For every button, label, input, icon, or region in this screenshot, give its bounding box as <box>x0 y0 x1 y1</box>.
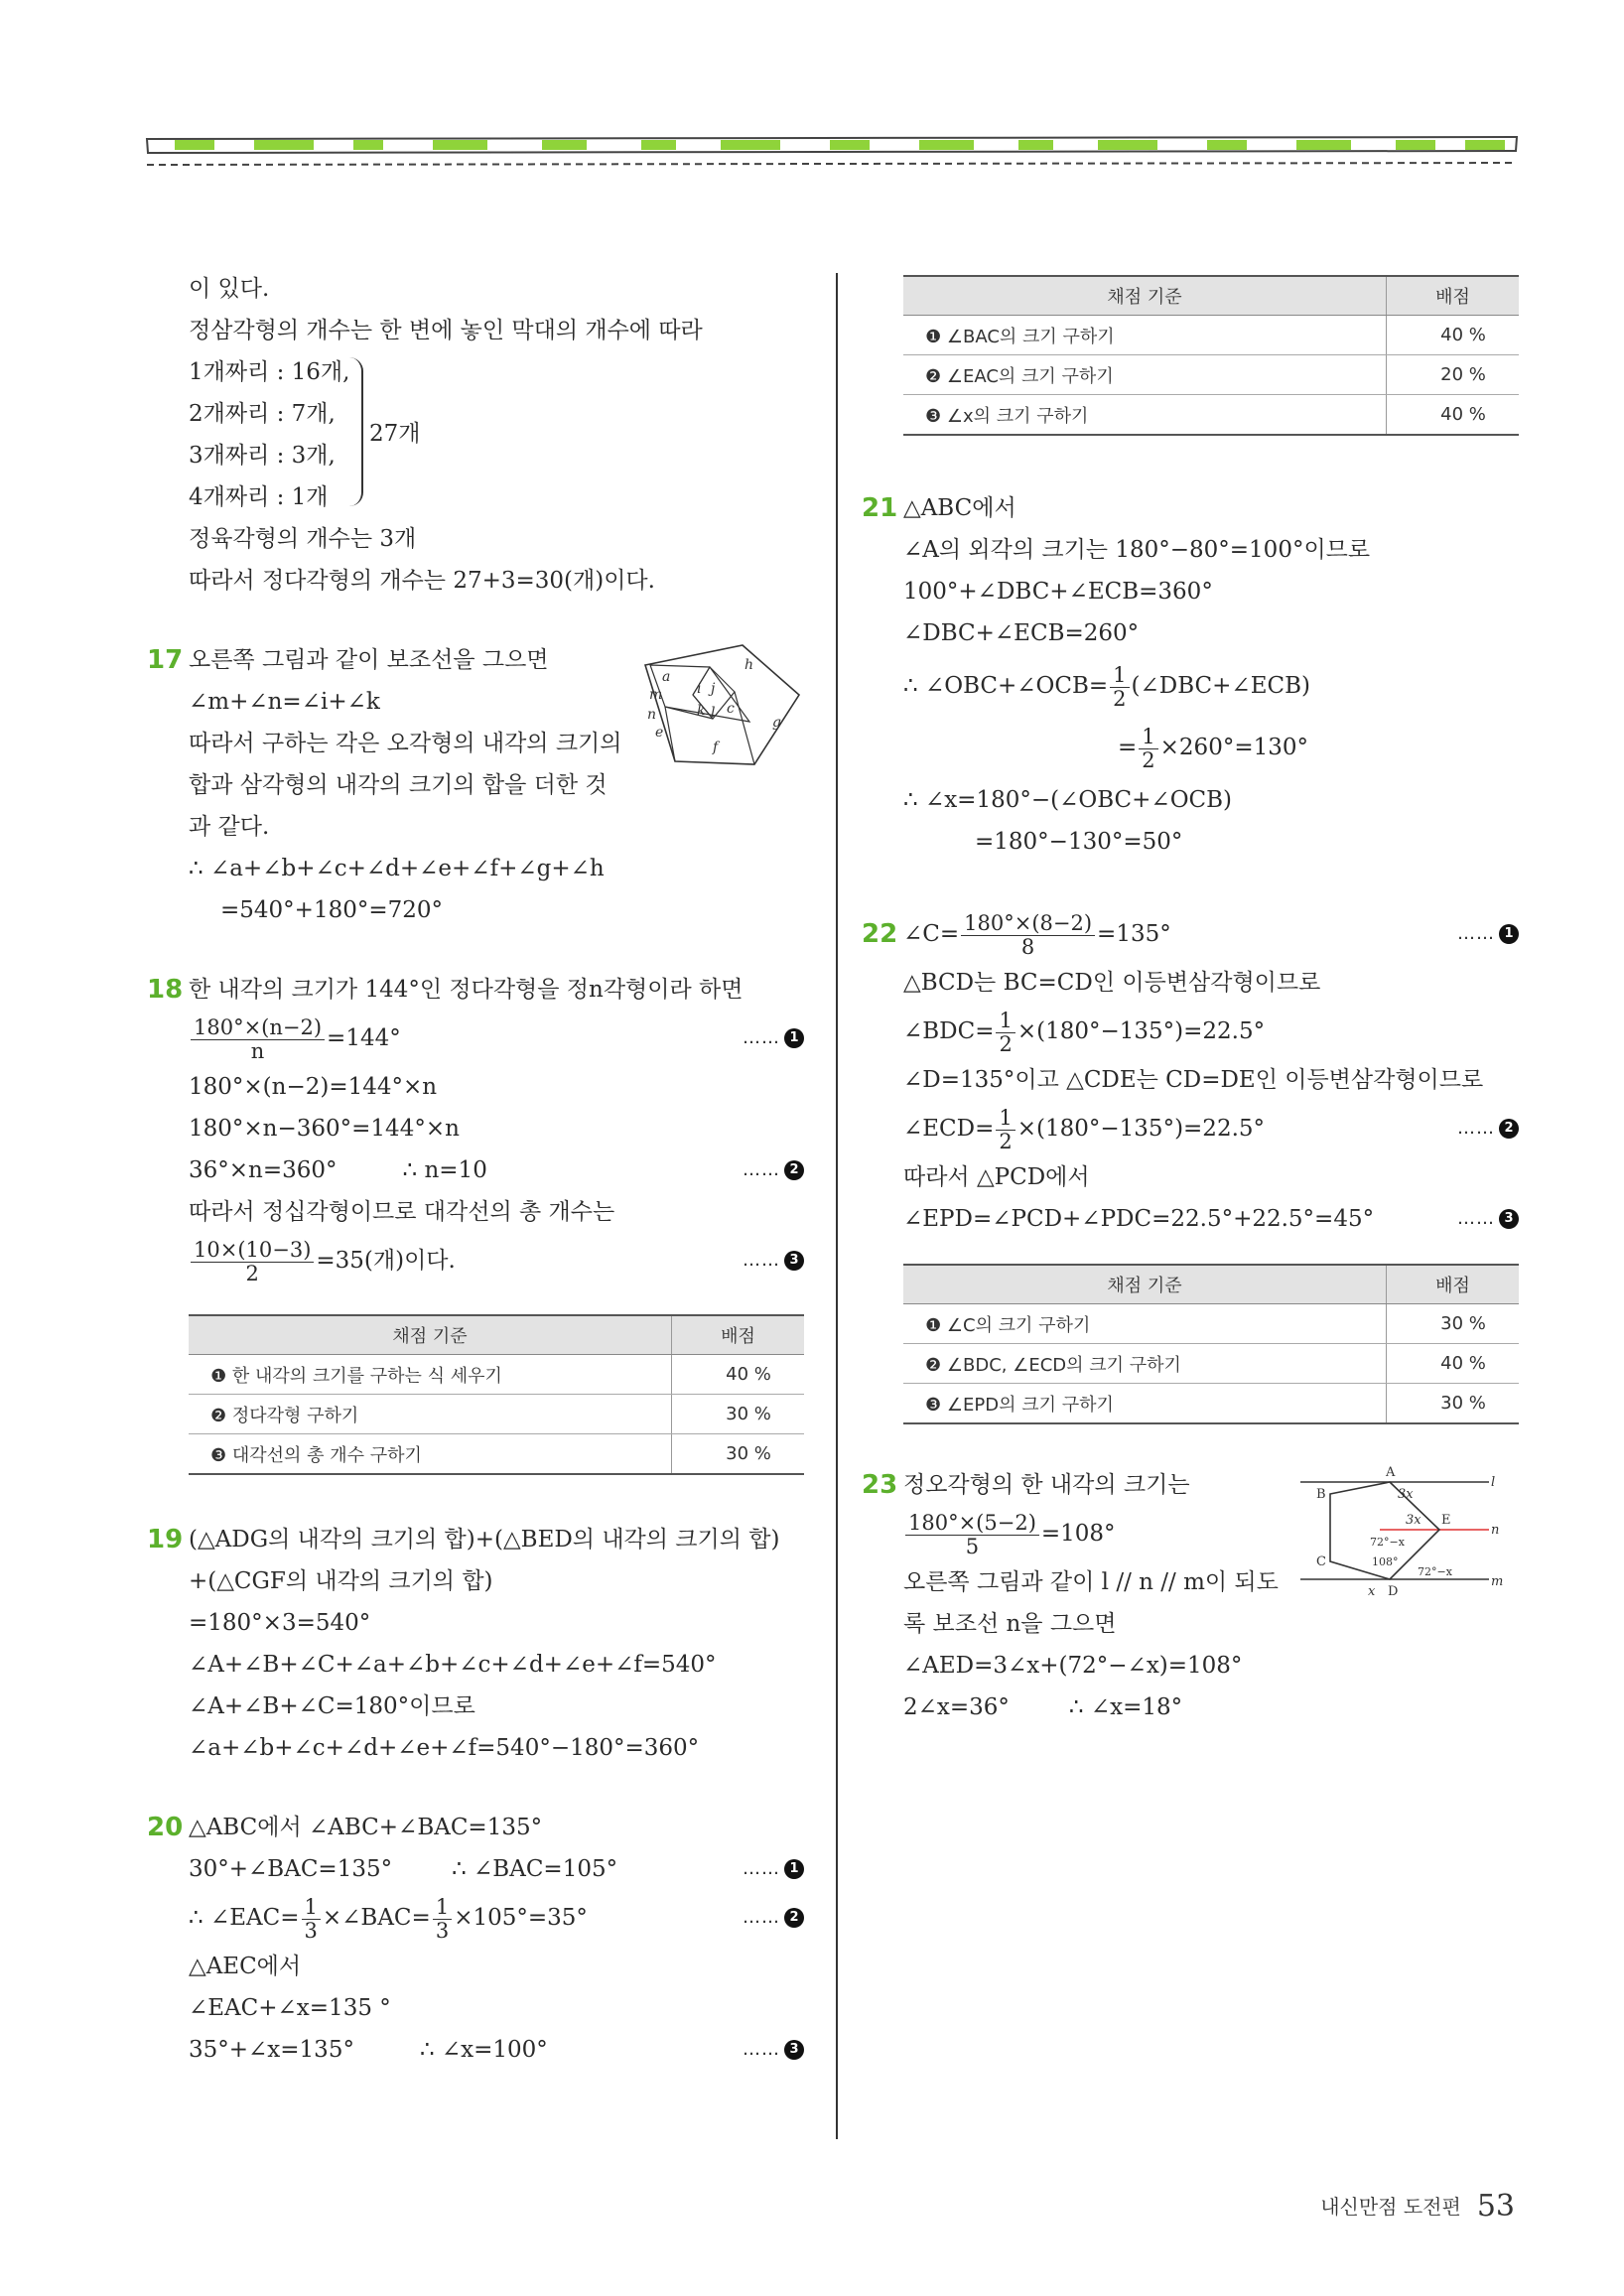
fraction: $\frac{1}{3}$ <box>433 1896 452 1941</box>
table-row: ❶ ∠C의 크기 구하기 30 % <box>903 1304 1519 1344</box>
fraction: $\frac{1}{2}$ <box>1110 664 1129 709</box>
fig-label: A <box>1386 1465 1396 1480</box>
intro-line: 2개짜리 : 7개, <box>189 401 336 427</box>
fig-label: g <box>772 715 781 731</box>
solution-line: ∠EPD=∠PCD+∠PDC=22.5°+22.5°=45° …… 3 <box>903 1198 1519 1240</box>
brace <box>347 357 363 506</box>
solution-line: ∠A의 외각의 크기는 180°−80°=100°이므로 <box>903 537 1371 563</box>
table-header: 채점 기준 <box>903 1265 1387 1304</box>
header-ruler-bar <box>147 137 1517 153</box>
fig-label: n <box>1491 1523 1500 1538</box>
intro-line: 정삼각형의 개수는 한 변에 놓인 막대의 개수에 따라 <box>189 318 703 343</box>
fig-label: m <box>649 687 663 703</box>
solution-line: △ABC에서 ∠ABC+∠BAC=135° <box>189 1815 543 1840</box>
solution-line: ∠m+∠n=∠i+∠k <box>189 689 380 715</box>
pentagon-figure <box>635 637 809 786</box>
problem-number: 17 <box>147 645 184 675</box>
score-marker: …… 3 <box>1457 1198 1519 1240</box>
intro-block <box>189 268 804 602</box>
brace-total: 27개 <box>369 421 421 447</box>
fig-label: c <box>727 701 735 717</box>
solution-line: ∠A+∠B+∠C=180°이므로 <box>189 1693 475 1719</box>
problem-number: 20 <box>147 1813 184 1842</box>
solution-line: 따라서 △PCD에서 <box>903 1164 1090 1190</box>
intro-line: 이 있다. <box>189 276 270 302</box>
fraction: $\frac{180^\circ\times(5-2)}{5}$ <box>905 1512 1039 1556</box>
fig-label: n <box>647 707 657 723</box>
score-marker: …… 2 <box>1457 1101 1519 1156</box>
score-marker: …… 1 <box>743 1011 804 1066</box>
solution-line: 2∠x=36° ∴ ∠x=18° <box>903 1694 1183 1720</box>
table-header: 배점 <box>1387 276 1520 316</box>
problem-number: 18 <box>147 975 184 1005</box>
problem-number: 22 <box>862 919 898 949</box>
score-marker: …… 3 <box>743 2029 804 2071</box>
table-row: ❸ 대각선의 총 개수 구하기 30 % <box>189 1434 804 1475</box>
book-title: 내신만점 도전편 <box>1320 2195 1461 2219</box>
solution-line: 따라서 구하는 각은 오각형의 내각의 크기의 <box>189 731 622 756</box>
solution-line: ∴ ∠a+∠b+∠c+∠d+∠e+∠f+∠g+∠h <box>189 856 605 881</box>
fraction: $\frac{180^\circ\times(8-2)}{8}$ <box>961 912 1095 957</box>
table-row: ❸ ∠x의 크기 구하기 40 % <box>903 395 1519 436</box>
solution-line: 180°×(n−2)=144°×n <box>189 1074 438 1100</box>
solution-line: △ABC에서 <box>903 495 1016 521</box>
score-marker: …… 1 <box>1457 906 1519 962</box>
fig-label: j <box>711 681 716 697</box>
fig-label: l <box>711 705 716 721</box>
solution-line: $\frac{10\times(10-3)}{2}$ =35(개)이다. …… 3 <box>189 1233 804 1288</box>
header-dashed-line <box>147 163 1517 165</box>
solution-line: ∠A+∠B+∠C+∠a+∠b+∠c+∠d+∠e+∠f=540° <box>189 1652 717 1678</box>
solution-line: $\frac{180^\circ\times(5-2)}{5}$ =108° <box>903 1506 1519 1561</box>
solution-line: (△ADG의 내각의 크기의 합)+(△BED의 내각의 크기의 합) <box>189 1527 780 1553</box>
solution-line: ∠BDC= $\frac{1}{2}$ ×(180°−135°)=22.5° <box>903 1009 1266 1056</box>
fig-label: 72°−x <box>1370 1536 1405 1549</box>
solution-line: 30°+∠BAC=135° ∴ ∠BAC=105° …… 1 <box>189 1848 804 1890</box>
solution-line: 오른쪽 그림과 같이 보조선을 그으면 <box>189 647 549 673</box>
fig-label: D <box>1388 1584 1399 1599</box>
intro-line: 따라서 정다각형의 개수는 27+3=30(개)이다. <box>189 568 655 594</box>
fraction: $\frac{1}{2}$ <box>996 1010 1015 1054</box>
table-row: ❶ 한 내각의 크기를 구하는 식 세우기 40 % <box>189 1355 804 1395</box>
page-footer <box>1320 2189 1515 2224</box>
problem-21 <box>862 487 1519 863</box>
fig-label: k <box>697 703 706 719</box>
solution-line: =180°−130°=50° <box>975 829 1183 855</box>
scoring-table-20 <box>903 275 1519 436</box>
solution-line: +(△CGF의 내각의 크기의 합) <box>189 1568 493 1594</box>
solution-line: ∴ ∠x=180°−(∠OBC+∠OCB) <box>903 787 1233 813</box>
table-header: 배점 <box>1387 1265 1520 1304</box>
scoring-table-22 <box>903 1264 1519 1424</box>
scoring-table-18 <box>189 1314 804 1475</box>
fig-label: 72°−x <box>1418 1565 1452 1578</box>
solution-line: 180°×n−360°=144°×n <box>189 1116 460 1142</box>
intro-line: 정육각형의 개수는 3개 <box>189 526 417 552</box>
intro-line: 3개짜리 : 3개, <box>189 443 336 469</box>
solution-line: ∠ECD= $\frac{1}{2}$ ×(180°−135°)=22.5° …… 2 <box>903 1101 1519 1156</box>
score-marker: …… 2 <box>743 1890 804 1946</box>
right-column <box>862 275 1519 1728</box>
fig-label: l <box>1491 1475 1496 1490</box>
fig-label: 3x <box>1398 1487 1414 1502</box>
pentagon-parallel-figure <box>1300 1462 1509 1611</box>
problem-17 <box>147 639 804 931</box>
triangle-count-group <box>189 351 804 518</box>
fig-label: 3x <box>1406 1513 1421 1528</box>
fraction: $\frac{1}{2}$ <box>996 1107 1015 1151</box>
fraction: $\frac{1}{3}$ <box>302 1896 321 1941</box>
intro-line: 4개짜리 : 1개 <box>189 484 329 510</box>
fraction: $\frac{1}{2}$ <box>1139 726 1157 770</box>
solution-line: ∠AED=3∠x+(72°−∠x)=108° <box>903 1653 1243 1679</box>
solution-line: ∴ ∠OBC+∠OCB= $\frac{1}{2}$ (∠DBC+∠ECB) <box>903 663 1310 711</box>
table-row: ❷ ∠BDC, ∠ECD의 크기 구하기 40 % <box>903 1344 1519 1384</box>
solution-line: ∠a+∠b+∠c+∠d+∠e+∠f=540°−180°=360° <box>189 1735 700 1761</box>
solution-line: ∠D=135°이고 △CDE는 CD=DE인 이등변삼각형이므로 <box>903 1067 1484 1093</box>
fraction: $\frac{180^\circ\times(n-2)}{n}$ <box>191 1016 325 1061</box>
fig-label: f <box>713 740 719 755</box>
solution-line: 합과 삼각형의 내각의 크기의 합을 더한 것 <box>189 772 608 798</box>
page-number: 53 <box>1476 2189 1515 2224</box>
solution-line: 과 같다. <box>189 814 270 840</box>
left-column <box>147 268 804 2071</box>
problem-22 <box>862 906 1519 1424</box>
problem-18 <box>147 969 804 1475</box>
solution-line: ∠EAC+∠x=135 ° <box>189 1995 391 2021</box>
solution-line: △AEC에서 <box>189 1954 302 1979</box>
solution-line: ∠C= $\frac{180^\circ\times(8-2)}{8}$ =135° …… 1 <box>903 906 1519 962</box>
solution-line: 오른쪽 그림과 같이 l // n // m이 되도 <box>903 1569 1279 1595</box>
solution-line: 36°×n=360° ∴ n=10 …… 2 <box>189 1149 804 1191</box>
fig-label: x <box>1368 1584 1376 1599</box>
fig-label: a <box>662 669 671 685</box>
table-row: ❸ ∠EPD의 크기 구하기 30 % <box>903 1384 1519 1424</box>
table-header: 배점 <box>672 1315 805 1355</box>
solution-line: 35°+∠x=135° ∴ ∠x=100° …… 3 <box>189 2029 804 2071</box>
solution-line: =180°×3=540° <box>189 1610 371 1636</box>
intro-line: 1개짜리 : 16개, <box>189 359 350 385</box>
problem-number: 21 <box>862 493 898 523</box>
solution-line: △BCD는 BC=CD인 이등변삼각형이므로 <box>903 970 1321 996</box>
table-row: ❶ ∠BAC의 크기 구하기 40 % <box>903 316 1519 355</box>
fig-label: B <box>1316 1487 1326 1502</box>
solution-line: ∴ ∠EAC= $\frac{1}{3}$ ×∠BAC= $\frac{1}{3}$ ×105°=35° …… 2 <box>189 1890 804 1946</box>
solution-line: 한 내각의 크기가 144°인 정다각형을 정n각형이라 하면 <box>189 977 744 1003</box>
problem-number: 23 <box>862 1470 898 1500</box>
table-header: 채점 기준 <box>903 276 1387 316</box>
solution-line: $\frac{180^\circ\times(n-2)}{n}$ =144° …… 1 <box>189 1011 804 1066</box>
problem-19 <box>147 1519 804 1769</box>
header-decoration <box>145 131 1519 171</box>
solution-line: 정오각형의 한 내각의 크기는 <box>903 1472 1190 1498</box>
fraction: $\frac{10\times(10-3)}{2}$ <box>191 1239 314 1283</box>
fig-label: e <box>655 725 664 741</box>
table-header: 채점 기준 <box>189 1315 672 1355</box>
fig-label: i <box>697 681 702 697</box>
score-marker: …… 2 <box>743 1149 804 1191</box>
solution-line: 100°+∠DBC+∠ECB=360° <box>903 579 1213 605</box>
fig-label: m <box>1491 1574 1504 1589</box>
table-row: ❷ 정다각형 구하기 30 % <box>189 1395 804 1434</box>
solution-line: ∠DBC+∠ECB=260° <box>903 620 1140 646</box>
problem-number: 19 <box>147 1525 184 1554</box>
score-marker: …… 3 <box>743 1233 804 1288</box>
fig-label: E <box>1441 1513 1451 1528</box>
fig-label: C <box>1316 1554 1326 1569</box>
solution-line: 따라서 정십각형이므로 대각선의 총 개수는 <box>189 1199 615 1225</box>
solution-line: 록 보조선 n을 그으면 <box>903 1611 1117 1637</box>
fig-label: 108° <box>1372 1555 1399 1568</box>
solution-line: = $\frac{1}{2}$ ×260°=130° <box>1118 725 1308 772</box>
table-row: ❷ ∠EAC의 크기 구하기 20 % <box>903 355 1519 395</box>
column-divider <box>836 273 838 2139</box>
problem-23 <box>862 1464 1519 1728</box>
fig-label: h <box>744 657 754 673</box>
solution-line: =540°+180°=720° <box>220 897 444 923</box>
problem-20 <box>147 1807 804 2071</box>
score-marker: …… 1 <box>743 1848 804 1890</box>
